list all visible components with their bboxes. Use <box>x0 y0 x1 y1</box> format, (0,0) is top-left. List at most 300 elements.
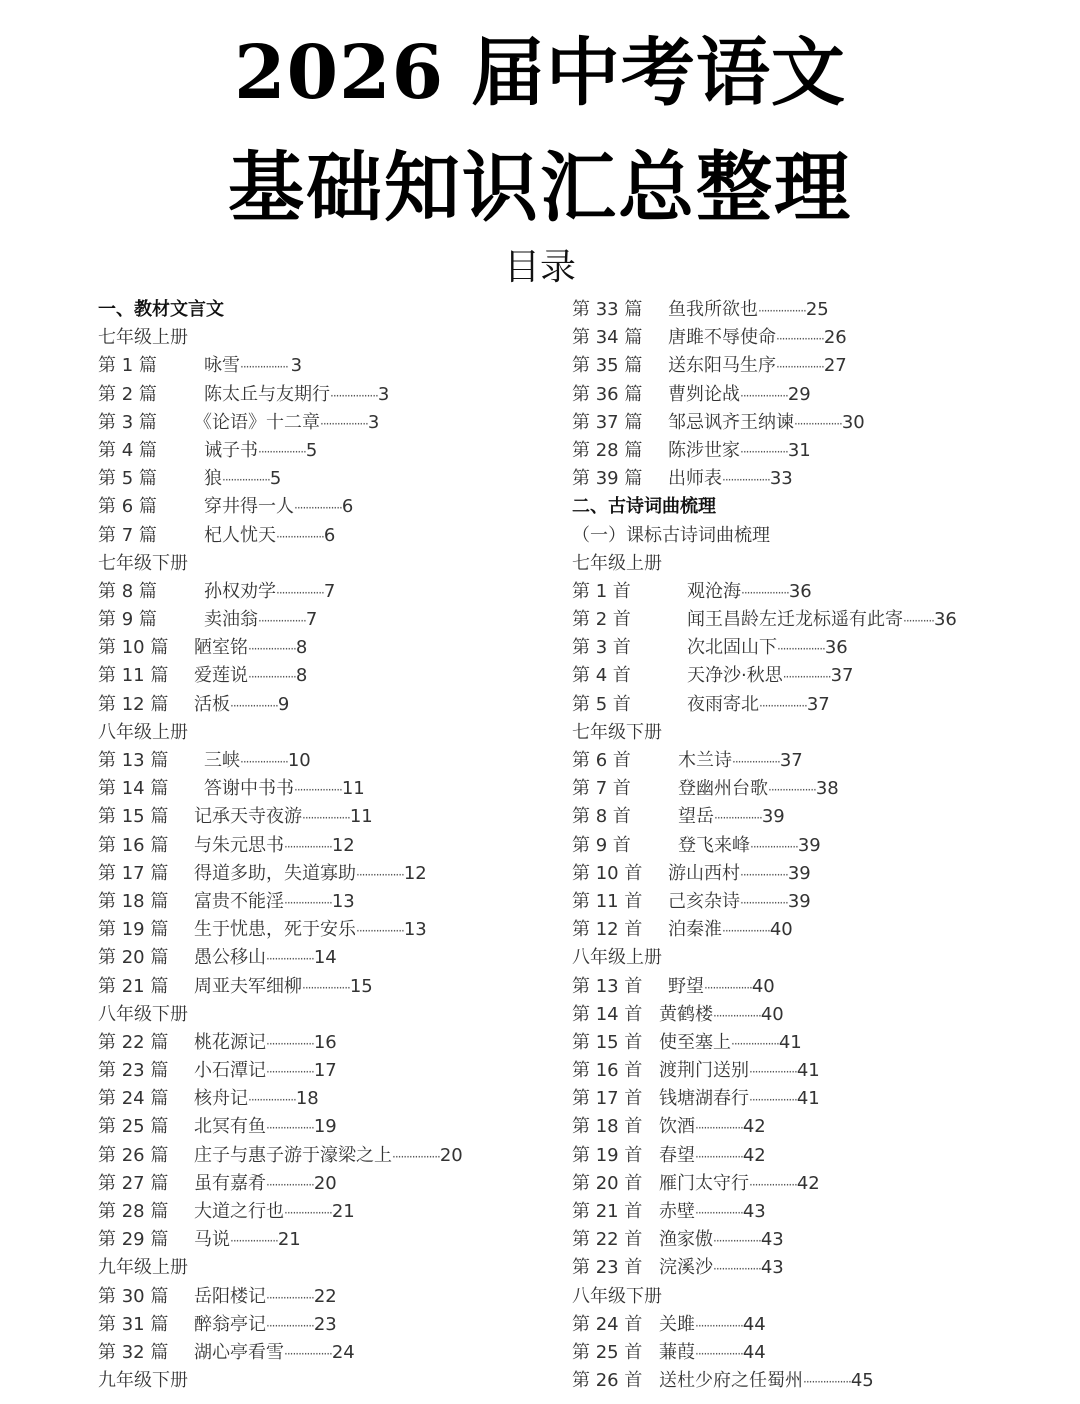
dot-leader: ················· <box>392 1149 440 1164</box>
entry-title-line <box>194 1057 337 1086</box>
page-number: 10 <box>287 750 311 771</box>
entry-number: 第 23 首 <box>572 1257 643 1279</box>
dot-leader: ················· <box>768 783 816 798</box>
page-number: 31 <box>787 439 811 461</box>
entry-title: 渔家傲 <box>659 1229 713 1251</box>
dot-leader: ················· <box>713 1262 761 1277</box>
entry-number: 第 11 篇 <box>98 665 169 687</box>
toc-entry <box>98 634 558 662</box>
dot-leader: ················· <box>749 1093 797 1108</box>
toc-entry <box>98 493 558 521</box>
page-number: 13 <box>403 919 427 941</box>
grade-heading: 八年级下册 <box>572 1285 662 1307</box>
page-number: 22 <box>313 1285 337 1307</box>
page-number: 30 <box>841 411 865 433</box>
toc-entry <box>98 916 558 944</box>
dot-leader: ················· <box>722 924 770 939</box>
entry-number: 第 9 首 <box>572 834 631 856</box>
entry-title: 次北固山下 <box>687 637 777 659</box>
toc-entry <box>572 381 1052 409</box>
entry-number: 第 25 首 <box>572 1341 643 1363</box>
entry-title: 游山西村 <box>668 862 740 884</box>
page-number: 13 <box>331 890 355 912</box>
entry-title: 答谢中书书 <box>204 778 294 800</box>
dot-leader: ················· <box>740 444 788 459</box>
page-number: 37 <box>806 693 830 715</box>
entry-title-line <box>668 860 811 889</box>
entry-title-line <box>194 691 289 720</box>
entry-number: 第 5 篇 <box>98 468 157 490</box>
page-number: 36 <box>933 609 957 631</box>
page-number: 27 <box>823 355 847 377</box>
page-number: 20 <box>439 1144 463 1166</box>
entry-number: 第 12 篇 <box>98 693 169 715</box>
toc-entry <box>572 606 1052 634</box>
entry-title: 夜雨寄北 <box>687 693 759 715</box>
dot-leader: ················· <box>248 670 296 685</box>
entry-title: 生于忧患，死于安乐 <box>194 919 356 941</box>
entry-title: 送东阳马生序 <box>668 355 776 377</box>
toc-entry <box>572 1254 1052 1282</box>
toc-entry <box>98 578 558 606</box>
entry-number: 第 12 首 <box>572 919 643 941</box>
toc-entry <box>98 437 558 465</box>
entry-title: 蒹葭 <box>659 1341 695 1363</box>
toc-entry <box>572 1339 1052 1367</box>
entry-number: 第 8 篇 <box>98 580 157 602</box>
page-number: 3 <box>367 411 380 433</box>
entry-number: 第 37 篇 <box>572 411 643 433</box>
page-number: 23 <box>313 1313 337 1335</box>
entry-number: 第 4 首 <box>572 665 631 687</box>
document-title-line-1: 2026 届中考语文 <box>234 30 846 116</box>
page-number: 39 <box>761 806 785 828</box>
entry-title-line <box>659 1142 766 1171</box>
entry-title-line <box>668 916 793 945</box>
page-number: 26 <box>823 327 847 349</box>
entry-title-line <box>194 1283 337 1312</box>
page-number: 6 <box>341 496 354 518</box>
dot-leader: ················· <box>776 332 824 347</box>
entry-title: 陈涉世家 <box>668 439 740 461</box>
entry-title: 北冥有鱼 <box>194 1116 266 1138</box>
entry-title-line <box>659 1198 766 1227</box>
entry-title-line <box>194 1029 337 1058</box>
entry-number: 第 18 篇 <box>98 890 169 912</box>
toc-entry <box>572 888 1052 916</box>
entry-title-line <box>204 522 335 551</box>
entry-title-line <box>204 465 281 494</box>
entry-title: 孙权劝学 <box>204 580 276 602</box>
subsection-heading: （一）课标古诗词曲梳理 <box>572 524 770 546</box>
dot-leader: ················· <box>740 895 788 910</box>
entry-title-line <box>194 1226 301 1255</box>
page-number: 14 <box>313 947 337 969</box>
dot-leader: ················· <box>248 1093 296 1108</box>
toc-left-column <box>98 296 558 1395</box>
entry-title-line <box>678 775 839 804</box>
entry-title: 《论语》十二章 <box>194 411 320 433</box>
entry-number: 第 34 篇 <box>572 327 643 349</box>
toc-entry <box>98 747 558 775</box>
dot-leader: ················· <box>284 1206 332 1220</box>
dot-leader: ················· <box>741 585 789 600</box>
toc-entry <box>572 1367 1052 1395</box>
entry-number: 第 2 篇 <box>98 383 157 405</box>
entry-title-line <box>204 578 335 607</box>
entry-title: 木兰诗 <box>678 750 732 771</box>
toc-entry <box>98 973 558 1001</box>
toc-entry <box>572 1057 1052 1085</box>
entry-number: 第 24 篇 <box>98 1088 169 1110</box>
dot-leader: ················· <box>240 360 291 375</box>
page-number: 5 <box>305 439 318 461</box>
page-number: 6 <box>323 524 336 546</box>
entry-title-line <box>659 1226 784 1255</box>
entry-title-line <box>204 747 311 776</box>
entry-title: 庄子与惠子游于濠梁之上 <box>194 1144 392 1166</box>
entry-title-line <box>668 324 847 353</box>
page-number: 37 <box>830 665 854 687</box>
entry-title: 赤壁 <box>659 1201 695 1222</box>
entry-title: 得道多助，失道寡助 <box>194 862 356 884</box>
entry-number: 第 22 篇 <box>98 1031 169 1053</box>
dot-leader: ················· <box>330 388 378 403</box>
dot-leader: ················· <box>266 1121 314 1136</box>
entry-title: 登幽州台歌 <box>678 778 768 800</box>
page-number: 29 <box>787 383 811 405</box>
toc-entry <box>572 634 1052 662</box>
entry-title-line <box>668 296 829 325</box>
toc-entry <box>572 578 1052 606</box>
entry-title: 醉翁亭记 <box>194 1313 266 1335</box>
dot-leader: ················· <box>695 1121 743 1136</box>
entry-title-line <box>194 888 355 917</box>
toc-entry <box>98 832 558 860</box>
toc-entry <box>98 1029 558 1057</box>
page-number: 33 <box>769 468 793 490</box>
entry-title-line <box>194 803 373 832</box>
page-number: 18 <box>295 1088 319 1110</box>
entry-title-line <box>687 662 854 691</box>
entry-title: 活板 <box>194 693 230 715</box>
page-number: 41 <box>778 1031 802 1053</box>
entry-title: 周亚夫军细柳 <box>194 975 302 997</box>
entry-title: 卖油翁 <box>204 609 258 631</box>
dot-leader: ················· <box>722 473 770 488</box>
dot-leader: ················· <box>222 473 270 488</box>
table-of-contents-heading: 目录 <box>503 247 576 288</box>
dot-leader: ··········· <box>903 614 934 629</box>
toc-entry <box>572 437 1052 465</box>
entry-title-line <box>678 803 785 832</box>
page-number: 43 <box>760 1229 784 1251</box>
entry-title: 愚公移山 <box>194 947 266 969</box>
entry-title: 天净沙·秋思 <box>687 665 783 687</box>
entry-title-line <box>194 662 307 691</box>
entry-title-line <box>659 1170 820 1199</box>
entry-title: 鱼我所欲也 <box>668 299 758 320</box>
entry-title: 浣溪沙 <box>659 1257 713 1279</box>
toc-entry <box>572 803 1052 831</box>
page-number: 7 <box>323 580 336 602</box>
entry-number: 第 22 首 <box>572 1229 643 1251</box>
toc-entry <box>98 1198 558 1226</box>
entry-title-line <box>668 437 811 466</box>
entry-title: 与朱元思书 <box>194 834 284 856</box>
page-number: 19 <box>313 1116 337 1138</box>
page-number: 44 <box>742 1313 766 1335</box>
page-number: 40 <box>769 919 793 941</box>
entry-title-line <box>659 1367 874 1396</box>
dot-leader: ················· <box>803 1375 851 1390</box>
page-number: 11 <box>341 778 365 800</box>
toc-entry <box>98 803 558 831</box>
toc-entry <box>572 296 1052 324</box>
entry-number: 第 17 篇 <box>98 862 169 884</box>
toc-right-column <box>572 296 1052 1395</box>
entry-number: 第 36 篇 <box>572 383 643 405</box>
page-number: 21 <box>331 1201 355 1222</box>
entry-title: 陈太丘与友期行 <box>204 383 330 405</box>
toc-entry <box>572 409 1052 437</box>
entry-title-line <box>659 1113 766 1142</box>
dot-leader: ················· <box>794 416 842 431</box>
toc-entry <box>572 352 1052 380</box>
dot-leader: ················· <box>776 360 824 375</box>
dot-leader: ················· <box>240 755 288 769</box>
entry-title: 使至塞上 <box>659 1031 731 1053</box>
entry-title-line <box>687 578 812 607</box>
entry-title-line <box>194 916 427 945</box>
entry-title: 闻王昌龄左迁龙标遥有此寄 <box>687 609 903 631</box>
toc-entry <box>572 324 1052 352</box>
entry-number: 第 10 篇 <box>98 637 169 659</box>
entry-title: 关雎 <box>659 1313 695 1335</box>
entry-number: 第 28 篇 <box>98 1201 169 1222</box>
entry-title: 马说 <box>194 1229 230 1251</box>
entry-number: 第 16 首 <box>572 1060 643 1082</box>
entry-number: 第 11 首 <box>572 890 643 912</box>
entry-title-line <box>204 493 353 522</box>
toc-entry <box>98 775 558 803</box>
page-number: 42 <box>796 1172 820 1194</box>
dot-leader: ················· <box>248 642 296 657</box>
dot-leader: ················· <box>276 585 324 600</box>
dot-leader: ················· <box>695 1206 743 1220</box>
entry-title: 曹刿论战 <box>668 383 740 405</box>
grade-heading: 八年级上册 <box>98 721 188 743</box>
entry-number: 第 6 首 <box>572 750 631 771</box>
entry-title-line <box>204 775 365 804</box>
toc-entry <box>98 691 558 719</box>
page-number: 36 <box>824 637 848 659</box>
entry-title: 钱塘湖春行 <box>659 1088 749 1110</box>
entry-title-line <box>194 973 373 1002</box>
entry-title: 杞人忧天 <box>204 524 276 546</box>
page-number: 16 <box>313 1031 337 1053</box>
entry-title-line <box>668 352 847 381</box>
dot-leader: ················· <box>713 1234 761 1249</box>
page-number: 39 <box>797 834 821 856</box>
page-number: 44 <box>742 1341 766 1363</box>
entry-title-line <box>668 888 811 917</box>
toc-entry <box>572 1311 1052 1339</box>
toc-entry <box>572 691 1052 719</box>
dot-leader: ················· <box>230 1234 278 1249</box>
page-number: 40 <box>751 975 775 997</box>
dot-leader: ················· <box>266 1290 314 1305</box>
entry-title: 湖心亭看雪 <box>194 1341 284 1363</box>
entry-title-line <box>194 1170 337 1199</box>
page-number: 15 <box>349 975 373 997</box>
entry-number: 第 3 首 <box>572 637 631 659</box>
entry-title: 泊秦淮 <box>668 919 722 941</box>
entry-title-line <box>659 1254 784 1283</box>
dot-leader: ················· <box>759 698 807 713</box>
entry-title-line <box>194 1113 337 1142</box>
entry-number: 第 7 篇 <box>98 524 157 546</box>
page-number: 42 <box>742 1144 766 1166</box>
entry-number: 第 21 篇 <box>98 975 169 997</box>
dot-leader: ················· <box>749 1177 797 1192</box>
entry-number: 第 6 篇 <box>98 496 157 518</box>
toc-entry <box>98 860 558 888</box>
entry-title-line <box>204 606 317 635</box>
entry-title-line <box>204 437 317 466</box>
entry-number: 第 9 篇 <box>98 609 157 631</box>
entry-title-line <box>194 1085 319 1114</box>
entry-title-line <box>659 1057 820 1086</box>
dot-leader: ················· <box>276 529 324 544</box>
entry-number: 第 19 首 <box>572 1144 643 1166</box>
dot-leader: ················· <box>302 811 350 826</box>
entry-title-line <box>194 832 355 861</box>
entry-title-line <box>194 1142 463 1171</box>
entry-number: 第 7 首 <box>572 778 631 800</box>
dot-leader: ················· <box>266 1177 314 1192</box>
entry-title: 野望 <box>668 975 704 997</box>
dot-leader: ················· <box>258 614 306 629</box>
grade-heading: 八年级上册 <box>572 947 662 969</box>
page-number: 9 <box>277 693 290 715</box>
entry-number: 第 5 首 <box>572 693 631 715</box>
entry-title-line <box>659 1311 766 1340</box>
page-number: 21 <box>277 1229 301 1251</box>
dot-leader: ················· <box>750 839 798 854</box>
toc-entry <box>572 832 1052 860</box>
page-number: 43 <box>742 1201 766 1222</box>
entry-title: 出师表 <box>668 468 722 490</box>
dot-leader: ················· <box>266 1318 314 1333</box>
dot-leader: ················· <box>758 304 806 318</box>
entry-title: 己亥杂诗 <box>668 890 740 912</box>
toc-entry <box>98 1170 558 1198</box>
entry-number: 第 18 首 <box>572 1116 643 1138</box>
page-number: 25 <box>805 299 829 320</box>
entry-title-line <box>204 381 389 410</box>
entry-title: 穿井得一人 <box>204 496 294 518</box>
dot-leader: ················· <box>266 1036 314 1051</box>
toc-entry <box>98 381 558 409</box>
entry-number: 第 33 篇 <box>572 299 643 320</box>
entry-number: 第 13 篇 <box>98 750 169 771</box>
page-number: 3 <box>290 355 303 377</box>
document-title-line-2: 基础知识汇总整理 <box>228 143 852 232</box>
section-heading: 二、古诗词曲梳理 <box>572 496 716 518</box>
entry-title: 咏雪 <box>204 355 240 377</box>
dot-leader: ················· <box>782 670 831 685</box>
entry-title: 陋室铭 <box>194 637 248 659</box>
entry-title-line <box>668 381 811 410</box>
toc-entry <box>572 1085 1052 1113</box>
entry-number: 第 28 篇 <box>572 439 643 461</box>
toc-entry <box>98 409 558 437</box>
entry-number: 第 1 首 <box>572 580 631 602</box>
entry-title-line <box>194 860 427 889</box>
entry-number: 第 3 篇 <box>98 411 157 433</box>
entry-number: 第 26 首 <box>572 1370 643 1392</box>
entry-number: 第 25 篇 <box>98 1116 169 1138</box>
dot-leader: ················· <box>230 698 278 713</box>
entry-number: 第 29 篇 <box>98 1229 169 1251</box>
entry-number: 第 32 篇 <box>98 1341 169 1363</box>
entry-number: 第 21 首 <box>572 1201 643 1222</box>
page-number: 3 <box>377 383 390 405</box>
entry-title: 登飞来峰 <box>678 834 750 856</box>
entry-title-line <box>659 1001 784 1030</box>
dot-leader: ················· <box>695 1149 743 1164</box>
dot-leader: ················· <box>704 980 752 995</box>
dot-leader: ················· <box>732 755 780 769</box>
entry-title-line <box>678 832 821 861</box>
entry-number: 第 20 篇 <box>98 947 169 969</box>
entry-title: 送杜少府之任蜀州 <box>659 1370 803 1392</box>
entry-number: 第 14 篇 <box>98 778 169 800</box>
toc-entry <box>98 1057 558 1085</box>
grade-heading: 七年级下册 <box>98 552 188 574</box>
entry-title: 诫子书 <box>204 439 258 461</box>
grade-heading: 八年级下册 <box>98 1003 188 1025</box>
entry-number: 第 19 篇 <box>98 919 169 941</box>
entry-title-line <box>194 1198 355 1227</box>
entry-title: 大道之行也 <box>194 1201 284 1222</box>
entry-number: 第 10 首 <box>572 862 643 884</box>
toc-entry <box>572 775 1052 803</box>
entry-number: 第 15 首 <box>572 1031 643 1053</box>
page-number: 41 <box>796 1060 820 1082</box>
page-number: 40 <box>760 1003 784 1025</box>
grade-heading: 七年级下册 <box>572 721 662 743</box>
entry-title: 富贵不能淫 <box>194 890 284 912</box>
page-number: 11 <box>349 806 373 828</box>
page-number: 43 <box>760 1257 784 1279</box>
toc-entry <box>572 465 1052 493</box>
page-number: 45 <box>850 1370 874 1392</box>
entry-number: 第 31 篇 <box>98 1313 169 1335</box>
dot-leader: ················· <box>740 867 788 882</box>
grade-heading: 九年级上册 <box>98 1257 188 1279</box>
toc-entry <box>98 1142 558 1170</box>
page-number: 37 <box>779 750 803 771</box>
entry-title: 核舟记 <box>194 1088 248 1110</box>
entry-title-line <box>194 944 337 973</box>
toc-entry <box>98 1339 558 1367</box>
toc-entry <box>98 1311 558 1339</box>
entry-number: 第 17 首 <box>572 1088 643 1110</box>
entry-title: 岳阳楼记 <box>194 1285 266 1307</box>
entry-number: 第 16 篇 <box>98 834 169 856</box>
